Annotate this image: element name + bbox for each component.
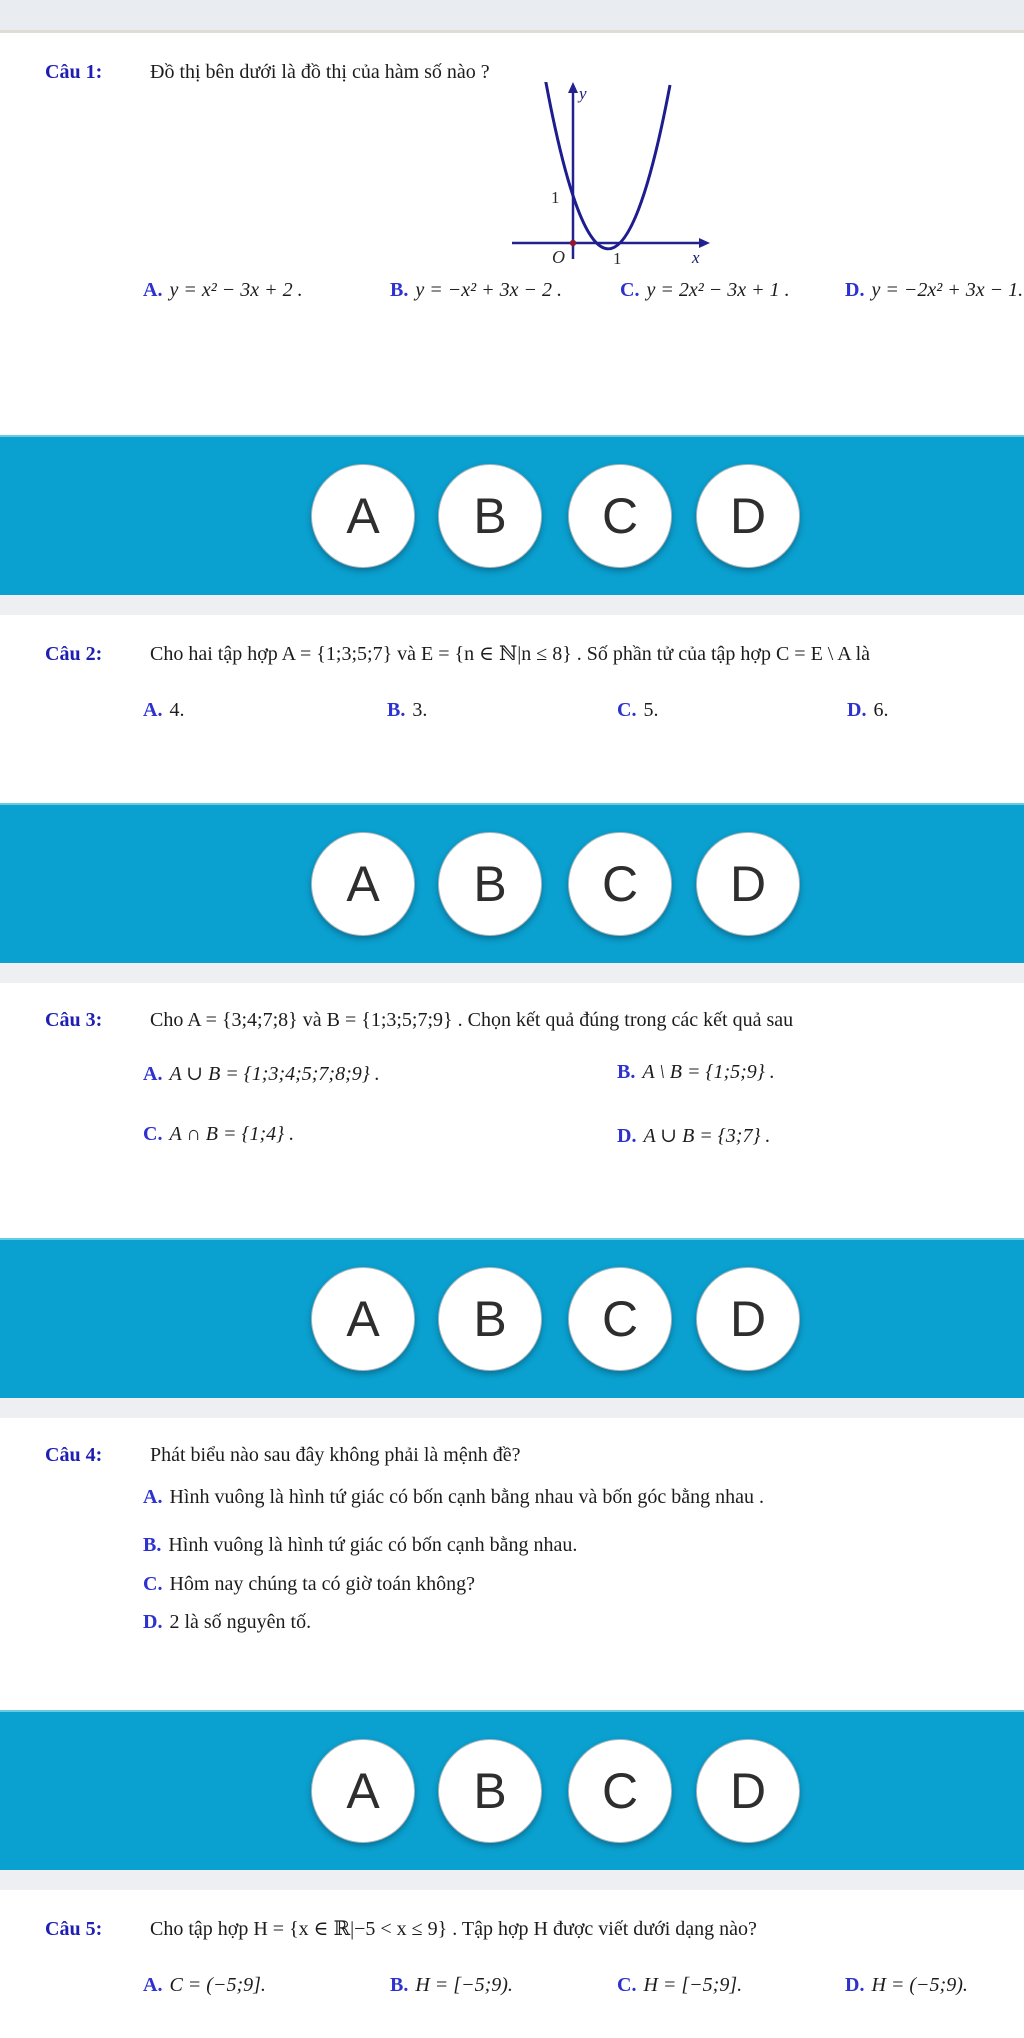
question-2-label: Câu 2: <box>45 643 103 665</box>
option-q2-a <box>143 699 184 722</box>
question-4-label: Câu 4: <box>45 1444 103 1466</box>
option-q3-d <box>617 1123 770 1148</box>
question-3-text: Cho A = {3;4;7;8} và B = {1;3;5;7;9} . Chọn kết quả đúng trong các kết quả sau <box>150 1009 794 1031</box>
question-1-label: Câu 1: <box>45 61 103 83</box>
option-q4-d-letter: D. <box>143 1611 163 1633</box>
question-1-text: Đồ thị bên dưới là đồ thị của hàm số nào ? <box>150 61 490 83</box>
option-q2-c <box>617 699 658 722</box>
y-axis-arrow <box>568 82 578 93</box>
option-q5-d <box>845 1974 968 1997</box>
question-4-option-b-row <box>0 1534 1024 1568</box>
option-q2-a-text: 4. <box>169 699 185 721</box>
answer-button-q1-b[interactable]: B <box>438 464 542 568</box>
option-q2-c-text: 5. <box>643 699 659 721</box>
answer-button-q1-c[interactable]: C <box>568 464 672 568</box>
origin-label: O <box>552 247 565 267</box>
option-q5-a-letter: A. <box>143 1974 163 1996</box>
option-q3-a-text: A ∪ B = {1;3;4;5;7;8;9} . <box>169 1063 380 1085</box>
separator-strip-4 <box>0 1870 1024 1890</box>
option-q3-a <box>143 1061 380 1086</box>
answer-button-q1-d[interactable]: D <box>696 464 800 568</box>
option-q1-d-letter: D. <box>845 279 865 301</box>
option-q1-c-letter: C. <box>620 279 640 301</box>
answer-band-q4 <box>0 1710 1024 1870</box>
question-5-row <box>0 1916 1024 1941</box>
option-q5-d-text: H = (−5;9). <box>871 1974 968 1996</box>
option-q1-b-text: y = −x² + 3x − 2 . <box>415 279 562 301</box>
question-1-row <box>0 61 1024 84</box>
option-q5-b-text: H = [−5;9). <box>415 1974 513 1996</box>
option-q1-a <box>143 279 303 302</box>
question-3-options-row-1 <box>0 1061 1024 1095</box>
option-q4-b-text: Hình vuông là hình tứ giác có bốn cạnh bằng nhau. <box>168 1534 578 1556</box>
option-q3-d-text: A ∪ B = {3;7} . <box>643 1125 771 1147</box>
option-q1-b-letter: B. <box>390 279 409 301</box>
option-q4-a <box>143 1486 764 1509</box>
origin-dot <box>570 240 576 246</box>
answer-button-q2-a[interactable]: A <box>311 832 415 936</box>
option-q3-b-letter: B. <box>617 1061 636 1083</box>
question-3 <box>0 983 1024 1238</box>
question-5-label: Câu 5: <box>45 1918 103 1940</box>
answer-band-q3 <box>0 1238 1024 1398</box>
option-q3-b <box>617 1061 775 1084</box>
option-q2-b <box>387 699 427 722</box>
answer-button-q2-b[interactable]: B <box>438 832 542 936</box>
option-q1-d-text: y = −2x² + 3x − 1. <box>871 279 1024 301</box>
option-q1-a-letter: A. <box>143 279 163 301</box>
option-q4-b-letter: B. <box>143 1534 162 1556</box>
answer-button-q4-a[interactable]: A <box>311 1739 415 1843</box>
option-q3-b-text: A \ B = {1;5;9} . <box>642 1061 775 1083</box>
answer-button-q4-b[interactable]: B <box>438 1739 542 1843</box>
answer-band-q2 <box>0 803 1024 963</box>
question-4-option-c-row <box>0 1573 1024 1607</box>
x-axis-label: x <box>692 248 700 267</box>
option-q1-a-text: y = x² − 3x + 2 . <box>169 279 303 301</box>
option-q5-b <box>390 1974 513 1997</box>
option-q3-c <box>143 1123 294 1146</box>
y-tick-label: 1 <box>551 188 560 207</box>
option-q3-a-letter: A. <box>143 1063 163 1085</box>
option-q5-d-letter: D. <box>845 1974 865 1996</box>
option-q4-d-text: 2 là số nguyên tố. <box>169 1611 312 1633</box>
question-4-text: Phát biểu nào sau đây không phải là mệnh đề? <box>150 1444 521 1466</box>
y-axis-label: y <box>579 84 587 103</box>
answer-button-q3-d[interactable]: D <box>696 1267 800 1371</box>
option-q4-a-text: Hình vuông là hình tứ giác có bốn cạnh bằng nhau và bốn góc bằng nhau . <box>169 1486 765 1508</box>
option-q2-d <box>847 699 888 722</box>
x-axis-arrow <box>699 238 710 248</box>
question-2-text: Cho hai tập hợp A = {1;3;5;7} và E = {n ∈ ℕ|n ≤ 8} . Số phần tử của tập hợp C = E \ A là <box>150 643 871 665</box>
option-q2-a-letter: A. <box>143 699 163 721</box>
option-q5-c-text: H = [−5;9]. <box>643 1974 743 1996</box>
question-3-options-row-2 <box>0 1123 1024 1157</box>
question-4-row <box>0 1444 1024 1467</box>
question-1-options <box>0 279 1024 313</box>
option-q5-a-text: C = (−5;9]. <box>169 1974 266 1996</box>
option-q3-c-text: A ∩ B = {1;4} . <box>169 1123 295 1145</box>
option-q1-b <box>390 279 562 302</box>
option-q4-c-text: Hôm nay chúng ta có giờ toán không? <box>169 1573 475 1595</box>
option-q2-b-text: 3. <box>412 699 428 721</box>
question-3-label: Câu 3: <box>45 1009 103 1031</box>
answer-button-q3-c[interactable]: C <box>568 1267 672 1371</box>
page-header-strip <box>0 0 1024 33</box>
separator-strip-3 <box>0 1398 1024 1418</box>
question-3-row <box>0 1009 1024 1032</box>
parabola-curve <box>544 82 670 249</box>
question-5 <box>0 1890 1024 2038</box>
answer-button-q4-d[interactable]: D <box>696 1739 800 1843</box>
option-q1-c <box>620 279 790 302</box>
answer-button-q4-c[interactable]: C <box>568 1739 672 1843</box>
answer-button-q3-a[interactable]: A <box>311 1267 415 1371</box>
question-5-text: Cho tập hợp H = {x ∈ ℝ|−5 < x ≤ 9} . Tập hợp H được viết dưới dạng nào? <box>150 1918 757 1940</box>
parabola-graph <box>487 82 717 268</box>
answer-band-q1 <box>0 435 1024 595</box>
option-q3-d-letter: D. <box>617 1125 637 1147</box>
option-q4-a-letter: A. <box>143 1486 163 1508</box>
option-q5-c <box>617 1974 742 1997</box>
option-q4-d <box>143 1611 311 1634</box>
option-q1-d <box>845 279 1023 302</box>
question-2 <box>0 615 1024 803</box>
option-q2-d-text: 6. <box>873 699 889 721</box>
separator-strip-2 <box>0 963 1024 983</box>
option-q2-b-letter: B. <box>387 699 406 721</box>
answer-button-q2-c[interactable]: C <box>568 832 672 936</box>
separator-strip-1 <box>0 595 1024 615</box>
option-q2-c-letter: C. <box>617 699 637 721</box>
answer-button-q2-d[interactable]: D <box>696 832 800 936</box>
option-q1-c-text: y = 2x² − 3x + 1 . <box>646 279 790 301</box>
question-1 <box>0 33 1024 435</box>
option-q4-c-letter: C. <box>143 1573 163 1595</box>
question-4-option-a-row <box>0 1486 1024 1520</box>
option-q4-c <box>143 1573 475 1596</box>
option-q4-b <box>143 1534 577 1557</box>
option-q3-c-letter: C. <box>143 1123 163 1145</box>
question-5-options <box>0 1974 1024 2008</box>
x-tick-label: 1 <box>613 249 622 268</box>
option-q5-c-letter: C. <box>617 1974 637 1996</box>
question-4-option-d-row <box>0 1611 1024 1645</box>
question-4 <box>0 1418 1024 1710</box>
question-2-row <box>0 641 1024 666</box>
option-q5-b-letter: B. <box>390 1974 409 1996</box>
answer-button-q1-a[interactable]: A <box>311 464 415 568</box>
option-q2-d-letter: D. <box>847 699 867 721</box>
option-q5-a <box>143 1974 266 1997</box>
answer-button-q3-b[interactable]: B <box>438 1267 542 1371</box>
question-2-options <box>0 699 1024 733</box>
